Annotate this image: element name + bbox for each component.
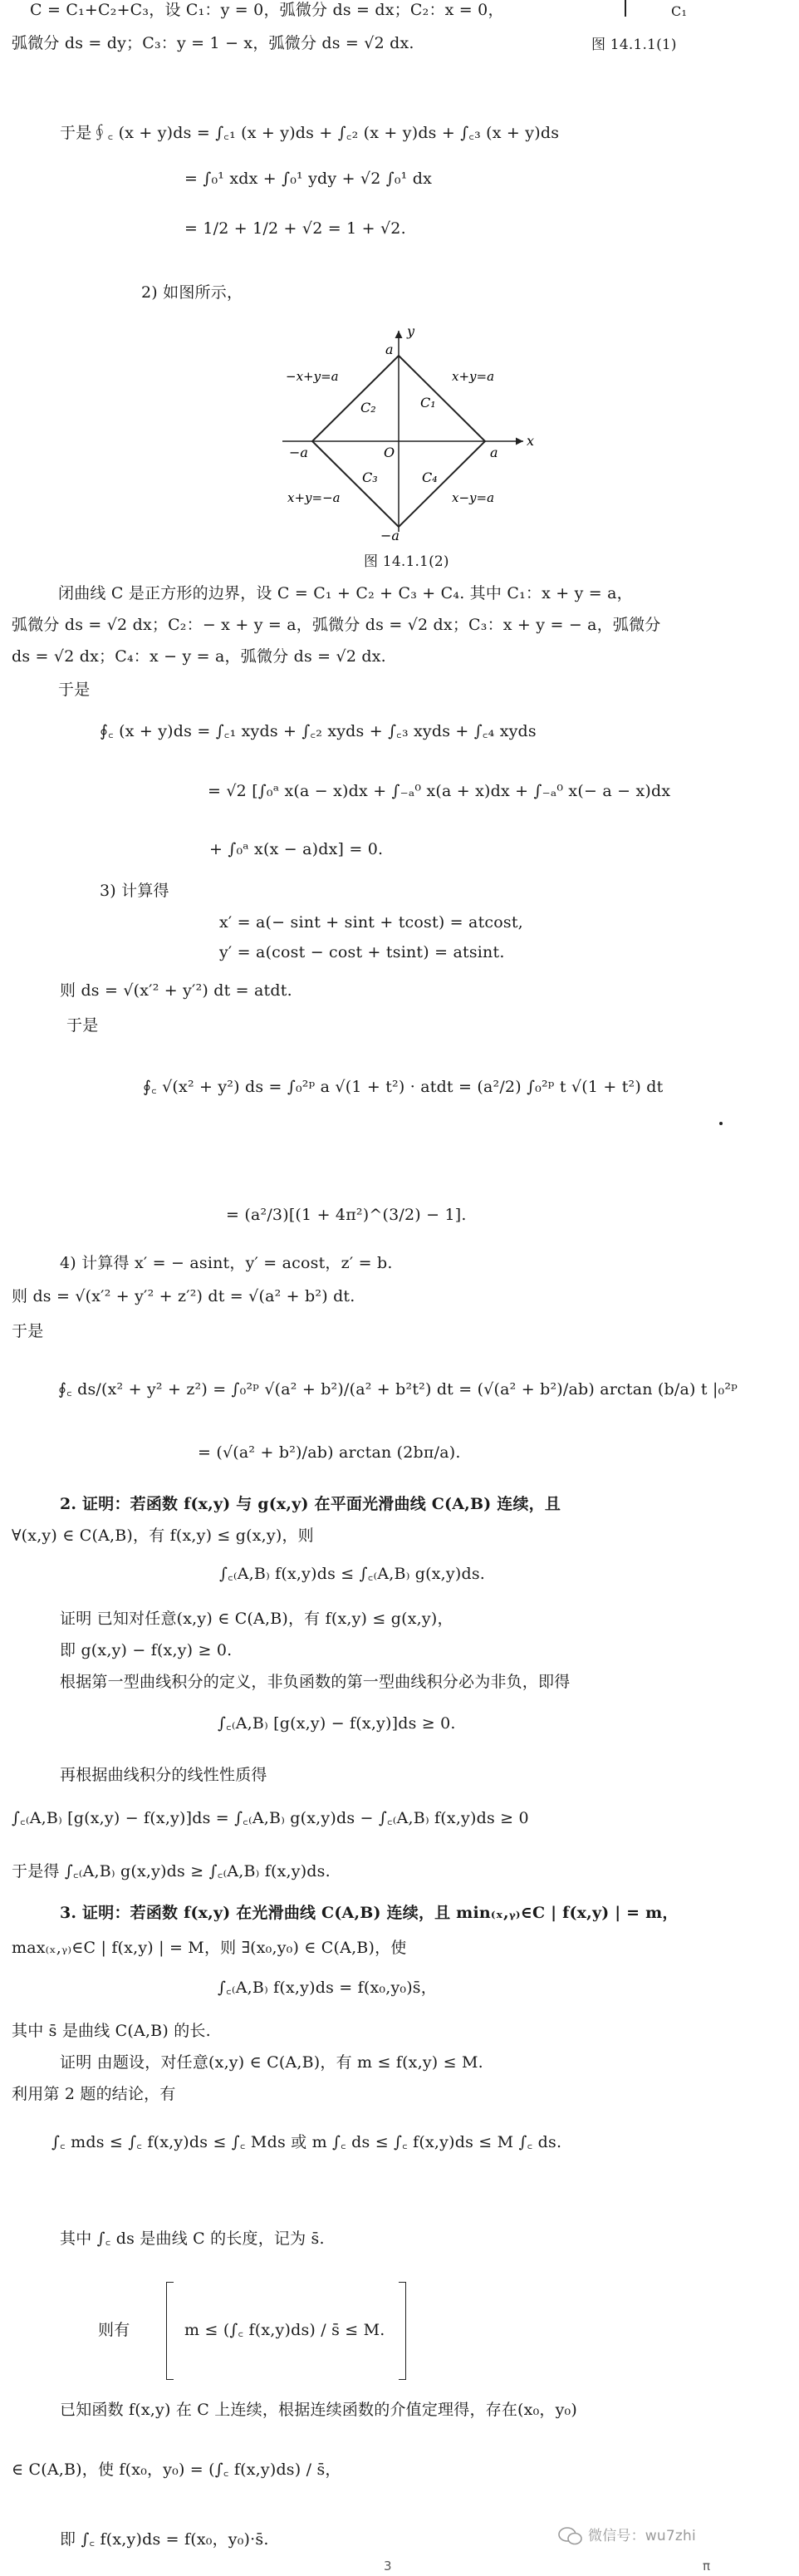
label-a-right: a xyxy=(490,445,498,460)
text-line: 闭曲线 C 是正方形的边界，设 C = C₁ + C₂ + C₃ + C₄. 其中 C₁：x + y = a， xyxy=(58,584,633,602)
figure-caption: 图 14.1.1(2) xyxy=(364,553,449,570)
label-c4: C₄ xyxy=(422,469,438,485)
equation: = (√(a² + b²)/ab) arctan (2bπ/a). xyxy=(198,1443,461,1462)
eq-label-c3: x+y=−a xyxy=(287,490,341,505)
text-line: C = C₁+C₂+C₃，设 C₁：y = 0，弧微分 ds = dx；C₂：x = 0， xyxy=(30,1,504,19)
equation: ∫꜀ mds ≤ ∫꜀ f(x,y)ds ≤ ∫꜀ Mds 或 m ∫꜀ ds ≤ ∫꜀ f(x,y)ds ≤ M ∫꜀ ds. xyxy=(51,2133,562,2151)
text-line: 其中 s̄ 是曲线 C(A,B) 的长. xyxy=(12,2022,211,2040)
text-line: ∀(x,y) ∈ C(A,B)，有 f(x,y) ≤ g(x,y)，则 xyxy=(12,1526,314,1545)
label-a-top: a xyxy=(385,342,394,357)
equation: ∈ C(A,B)，使 f(x₀，y₀) = (∫꜀ f(x,y)ds) / s̄， xyxy=(12,2460,341,2479)
text-line: 弧微分 ds = √2 dx；C₂：− x + y = a，弧微分 ds = √2 dx；C₃：x + y = − a，弧微分 xyxy=(12,616,661,634)
eq-label-c2: −x+y=a xyxy=(286,369,339,384)
equation: 于是∮꜀ (x + y)ds = ∫꜀₁ (x + y)ds + ∫꜀₂ (x + y)ds + ∫꜀₃ (x + y)ds xyxy=(60,124,560,142)
eq-label-c4: x−y=a xyxy=(452,490,495,505)
label-c2: C₂ xyxy=(360,400,376,415)
equation: y′ = a(cost − cost + tsint) = atsint. xyxy=(219,943,505,961)
equation: + ∫₀ᵃ x(x − a)dx] = 0. xyxy=(209,840,384,858)
square-curve-figure xyxy=(274,324,556,542)
text-line: 于是 xyxy=(66,1016,99,1035)
equation: = 1/2 + 1/2 + √2 = 1 + √2. xyxy=(184,219,406,238)
problem-statement: 2. 证明：若函数 f(x,y) 与 g(x,y) 在平面光滑曲线 C(A,B) 连续，且 xyxy=(60,1495,561,1513)
label-a-bottom: −a xyxy=(380,528,400,542)
equation: m ≤ (∫꜀ f(x,y)ds) / s̄ ≤ M. xyxy=(184,2321,385,2339)
left-bracket xyxy=(166,2282,174,2380)
text-line: 利用第 2 题的结论，有 xyxy=(12,2085,176,2103)
origin-label: O xyxy=(384,445,395,460)
equation: 即 ∫꜀ f(x,y)ds = f(x₀，y₀)·s̄. xyxy=(60,2530,269,2549)
equation: = ∫₀¹ xdx + ∫₀¹ ydy + √2 ∫₀¹ dx xyxy=(184,170,433,188)
label-c1: C₁ xyxy=(420,395,436,410)
equation: ∮꜀ ds/(x² + y² + z²) = ∫₀²ᵖ √(a² + b²)/(a² + b²t²) dt = (√(a² + b²)/ab) arctan (b/a) t |₀²ᵖ xyxy=(58,1380,738,1399)
problem-statement: 3. 证明：若函数 f(x,y) 在光滑曲线 C(A,B) 连续，且 min₍ₓ,ᵧ₎∈C | f(x,y) | = m， xyxy=(60,1904,679,1922)
equation: 则 ds = √(x′² + y′²) dt = atdt. xyxy=(60,981,292,1000)
wechat-icon xyxy=(558,2526,583,2546)
text-line: 其中 ∫꜀ ds 是曲线 C 的长度，记为 s̄. xyxy=(60,2229,325,2248)
page-footer-mark: π xyxy=(703,2559,711,2574)
label-c3: C₃ xyxy=(362,469,378,485)
equation: x′ = a(− sint + sint + tcost) = atcost, xyxy=(219,913,523,932)
label-a-left: −a xyxy=(289,445,308,460)
figure-axis-fragment xyxy=(625,0,626,17)
text-line: 已知函数 f(x,y) 在 C 上连续，根据连续函数的介值定理得，存在(x₀，y₀) xyxy=(60,2401,577,2419)
equation: 则 ds = √(x′² + y′² + z′²) dt = √(a² + b²) dt. xyxy=(12,1287,355,1305)
equation: ∮꜀ (x + y)ds = ∫꜀₁ xyds + ∫꜀₂ xyds + ∫꜀₃ xyds + ∫꜀₄ xyds xyxy=(100,722,537,740)
subheading: 2) 如图所示， xyxy=(141,283,243,302)
text-line: ds = √2 dx；C₄：x − y = a，弧微分 ds = √2 dx. xyxy=(12,647,386,666)
subheading: 3) 计算得 xyxy=(100,882,169,900)
equation: ∫꜀₍A,B₎ f(x,y)ds = f(x₀,y₀)s̄， xyxy=(218,1979,437,1997)
figure-label: C₁ xyxy=(671,3,688,19)
right-bracket xyxy=(399,2282,406,2380)
equation: ∫꜀₍A,B₎ [g(x,y) − f(x,y)]ds = ∫꜀₍A,B₎ g(x,y)ds − ∫꜀₍A,B₎ f(x,y)ds ≥ 0 xyxy=(12,1809,529,1827)
equation: = (a²/3)[(1 + 4π²)^(3/2) − 1]. xyxy=(226,1206,467,1224)
text-line: max₍ₓ,ᵧ₎∈C | f(x,y) | = M，则 ∃(x₀,y₀) ∈ C(A,B)，使 xyxy=(12,1939,407,1957)
text-line: 根据第一型曲线积分的定义，非负函数的第一型曲线积分必为非负，即得 xyxy=(60,1673,571,1691)
dot-mark xyxy=(719,1122,723,1125)
equation: ∫꜀₍A,B₎ f(x,y)ds ≤ ∫꜀₍A,B₎ g(x,y)ds. xyxy=(219,1565,486,1583)
text-line: 再根据曲线积分的线性性质得 xyxy=(60,1766,267,1784)
figure-caption: 图 14.1.1(1) xyxy=(591,37,677,53)
equation: = √2 [∫₀ᵃ x(a − x)dx + ∫₋ₐ⁰ x(a + x)dx + ∫₋ₐ⁰ x(− a − x)dx xyxy=(208,782,671,800)
watermark-text: 微信号：wu7zhi xyxy=(588,2528,696,2544)
proof-line: 证明 由题设，对任意(x,y) ∈ C(A,B)，有 m ≤ f(x,y) ≤ M. xyxy=(60,2053,483,2072)
proof-line: 证明 已知对任意(x,y) ∈ C(A,B)，有 f(x,y) ≤ g(x,y)， xyxy=(60,1610,453,1628)
text-line: 则有 xyxy=(98,2321,130,2339)
text-line: 弧微分 ds = dy；C₃：y = 1 − x，弧微分 ds = √2 dx. xyxy=(12,34,414,52)
eq-label-c1: x+y=a xyxy=(452,369,495,384)
text-line: 即 g(x,y) − f(x,y) ≥ 0. xyxy=(60,1641,233,1659)
text-line: 于是 xyxy=(58,681,91,699)
equation: 于是得 ∫꜀₍A,B₎ g(x,y)ds ≥ ∫꜀₍A,B₎ f(x,y)ds. xyxy=(12,1862,331,1880)
x-axis-label: x xyxy=(527,433,535,449)
text-line: 于是 xyxy=(12,1322,44,1340)
equation: ∫꜀₍A,B₎ [g(x,y) − f(x,y)]ds ≥ 0. xyxy=(218,1714,456,1733)
y-axis-label: y xyxy=(407,324,415,339)
equation: ∮꜀ √(x² + y²) ds = ∫₀²ᵖ a √(1 + t²) · atdt = (a²/2) ∫₀²ᵖ t √(1 + t²) dt xyxy=(143,1078,664,1096)
subheading: 4) 计算得 x′ = − asint，y′ = acost，z′ = b. xyxy=(60,1254,393,1272)
page-number: 3 xyxy=(384,2559,392,2574)
